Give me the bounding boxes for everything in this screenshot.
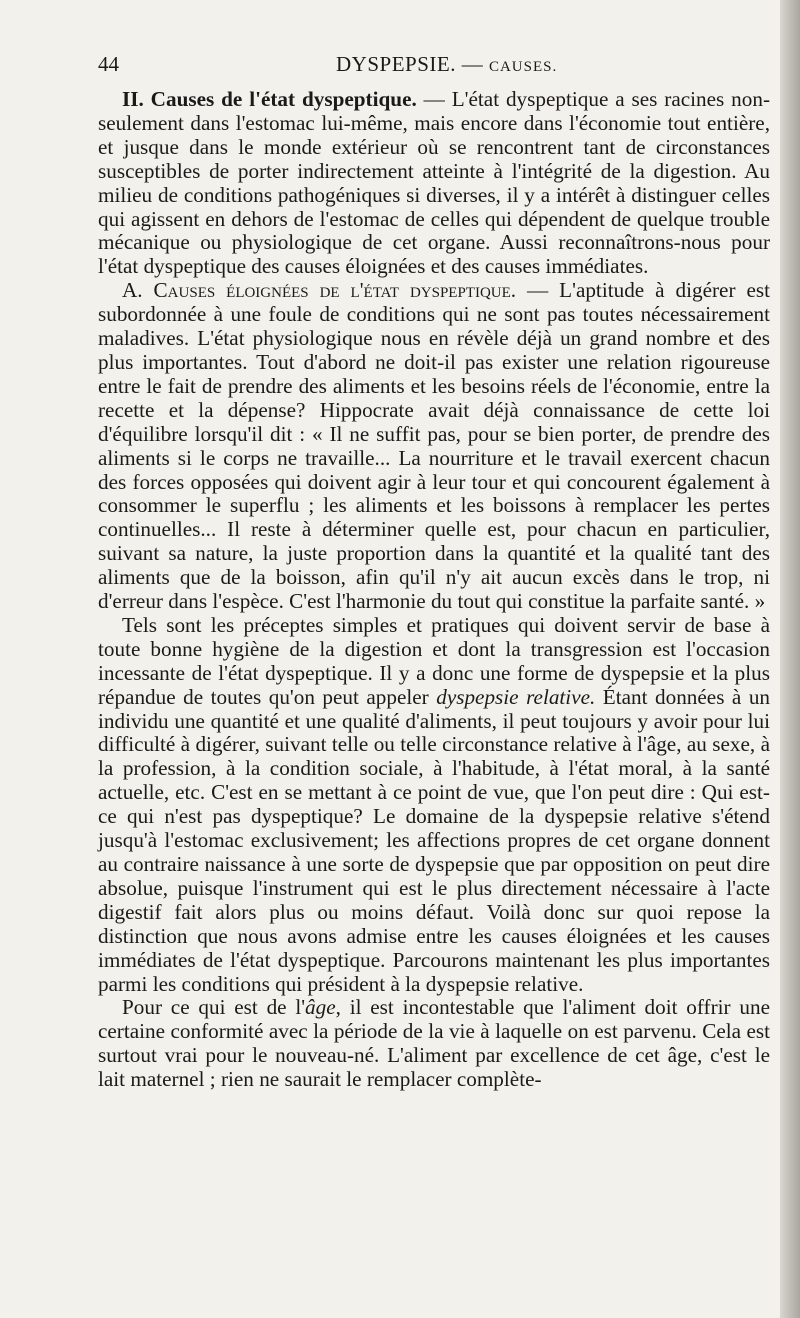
running-title-main: DYSPEPSIE. [336,52,456,76]
italic-term: dyspepsie relative. [436,684,596,709]
body-text [98,88,770,1092]
section-heading-a: A. Causes éloignées de l'état dyspeptique. [122,278,517,303]
paragraph-dyspepsie-relative [98,614,770,997]
paragraph-text: — L'état dyspeptique a ses racines non-seulement dans l'estomac lui-même, mais encore dans l'économie tout entière, et jusque dans le monde extérieur où se rencontrent tant de circonstances susceptibles de porter indirectement atteinte à l'intégrité de la digestion. Au milieu de conditions pathogéniques si diverses, il y a intérêt à distinguer celles qui agissent en dehors de l'estomac de celles qui dépendent de quelque trouble mécanique ou physiologique de cet organe. Aussi reconnaîtrons-nous pour l'état dyspeptique des causes éloignées et des causes immédiates. [98,87,771,279]
italic-term: âge [305,995,336,1020]
paragraph-text-start: Tels sont les préceptes simples et pratiques qui doivent servir de base à toute bonne hygiène de la digestion et dont la transgression est l'occasion incessante de l'état dyspeptique. Il y a donc une forme de dyspepsie et la plus répandue de toutes qu'on peut appeler [98,612,770,709]
paragraph-causes-etat-dyspeptique [98,88,770,279]
page-number: 44 [98,52,119,76]
page-edge-shadow [780,0,800,1318]
section-heading-ii: II. Causes de l'état dyspeptique. [122,87,417,111]
running-title [336,52,557,77]
paragraph-text-start: Pour ce qui est de l' [122,995,306,1020]
running-title-sub: CAUSES. [488,59,558,75]
running-title-dash: — [455,52,489,76]
paragraph-causes-eloignees [98,279,770,614]
paragraph-age [98,996,770,1092]
paragraph-text: — L'aptitude à digérer est subordonnée à une foule de conditions qui ne sont pas toutes nécessairement maladives. L'état physiologique nous en révèle déjà un grand nombre et des plus importantes. Tout d'abord ne doit-il pas exister une relation rigoureuse entre le fait de prendre des aliments et les besoins réels de l'économie, entre la recette et la dépense? Hippocrate avait déjà connaissance de cette loi d'équilibre lorsqu'il dit : « Il ne suffit pas, pour se bien porter, de prendre des aliments si le corps ne travaille... La nourriture et le travail exercent chacun des forces opposées qui doivent agir à leur tour et qui concourent également à consommer le superflu ; les aliments et les boissons à remplacer les pertes continuelles... Il reste à déterminer quelle est, pour chacun en particulier, suivant sa nature, la juste proportion dans la quantité et la qualité tant des aliments que de la boisson, afin qu'il n'y ait aucun excès dans le trop, ni d'erreur dans l'espèce. C'est l'harmonie du tout qui constitue la parfaite santé. » [98,278,770,614]
paragraph-text-end: Étant données à un individu une quantité et une qualité d'aliments, il peut toujours y avoir pour lui difficulté à digérer, suivant telle ou telle circonstance relative à l'âge, au sexe, à la profession, à la condition sociale, à l'habitude, à l'état moral, à la santé actuelle, etc. C'est en se mettant à ce point de vue, que l'on peut dire : Qui est-ce qui n'est pas dyspeptique? Le domaine de la dyspepsie relative s'étend jusqu'à l'estomac exclusivement; les affections propres de cet organe donnent au contraire naissance à une sorte de dyspepsie que par opposition on peut dire absolue, puisque l'instrument qui est le plus directement nécessaire à l'acte digestif fait alors plus ou moins défaut. Voilà donc sur quoi repose la distinction que nous avons admise entre les causes éloignées et les causes immédiates de l'état dyspeptique. Parcourons maintenant les plus importantes parmi les conditions qui président à la dyspepsie relative. [98,684,771,996]
paragraph-text-end: , il est incontestable que l'aliment doit offrir une certaine conformité avec la période de la vie à laquelle on est parvenu. Cela est surtout vrai pour le nouveau-né. L'aliment par excellence de cet âge, c'est le lait maternel ; rien ne saurait le remplacer complète- [98,995,770,1092]
running-header [98,52,770,84]
